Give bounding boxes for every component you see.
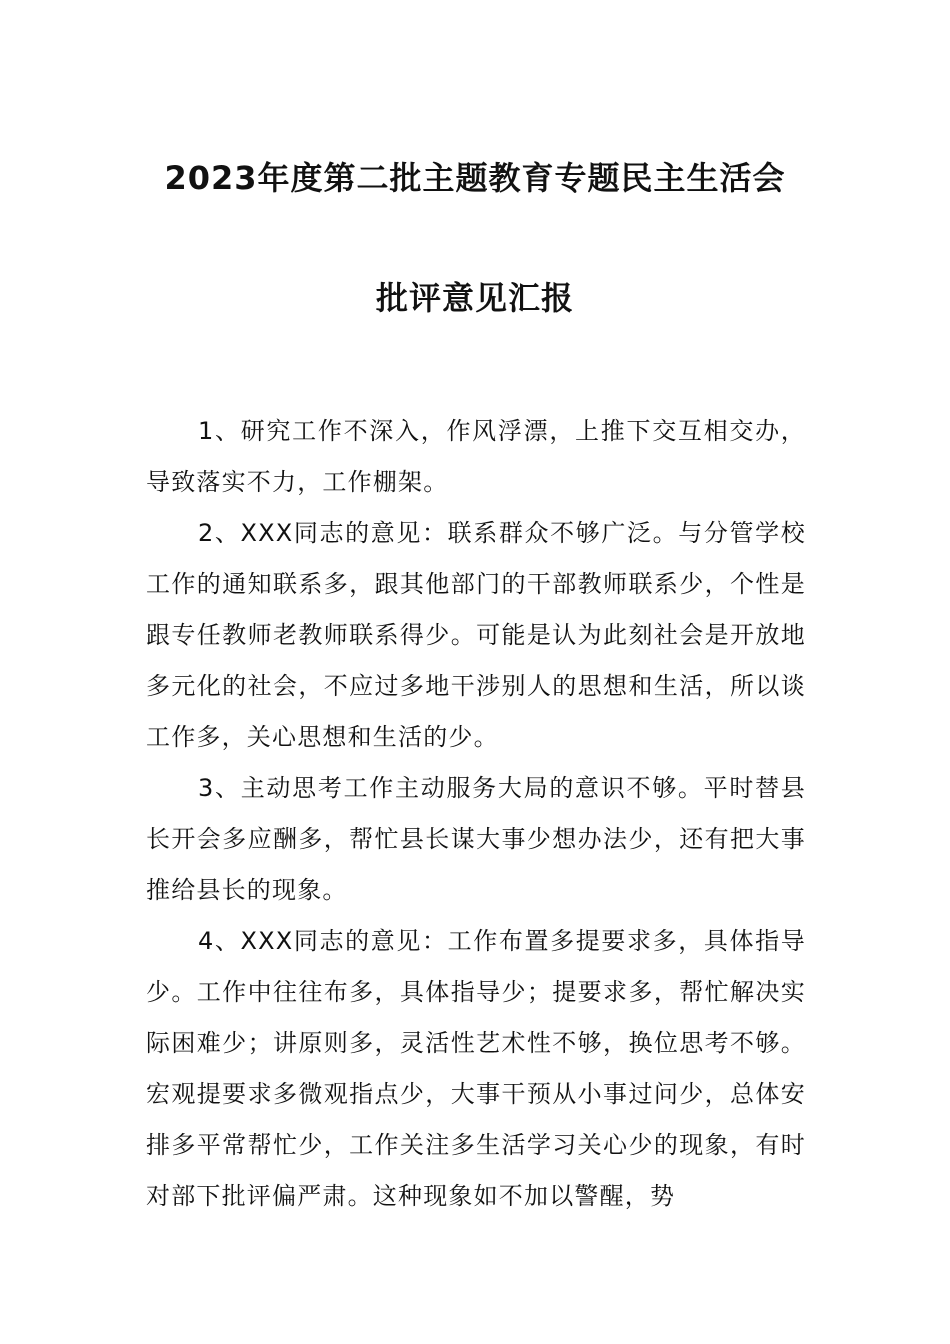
paragraph: 2、XXX同志的意见：联系群众不够广泛。与分管学校工作的通知联系多，跟其他部门的干部教师联系少，个性是跟专任教师老教师联系得少。可能是认为此刻社会是开放地多元化的社会，不应过多地干涉别人的思想和生活，所以谈工作多，关心思想和生活的少。: [146, 519, 806, 751]
paragraph: 1、研究工作不深入，作风浮漂，上推下交互相交办，导致落实不力，工作棚架。: [146, 417, 806, 496]
paragraph: 4、XXX同志的意见：工作布置多提要求多，具体指导少。工作中往往布多，具体指导少；提要求多，帮忙解决实际困难少；讲原则多，灵活性艺术性不够，换位思考不够。宏观提要求多微观指点少，大事干预从小事过问少，总体安排多平常帮忙少，工作关注多生活学习关心少的现象，有时对部下批评偏严肃。这种现象如不加以警醒，势: [146, 927, 806, 1210]
document-body: [146, 406, 806, 1222]
paragraph: 3、主动思考工作主动服务大局的意识不够。平时替县长开会多应酬多，帮忙县长谋大事少想办法少，还有把大事推给县长的现象。: [146, 774, 806, 904]
document-title: 2023年度第二批主题教育专题民主生活会: [164, 159, 786, 197]
document-subtitle: 批评意见汇报: [375, 279, 574, 317]
